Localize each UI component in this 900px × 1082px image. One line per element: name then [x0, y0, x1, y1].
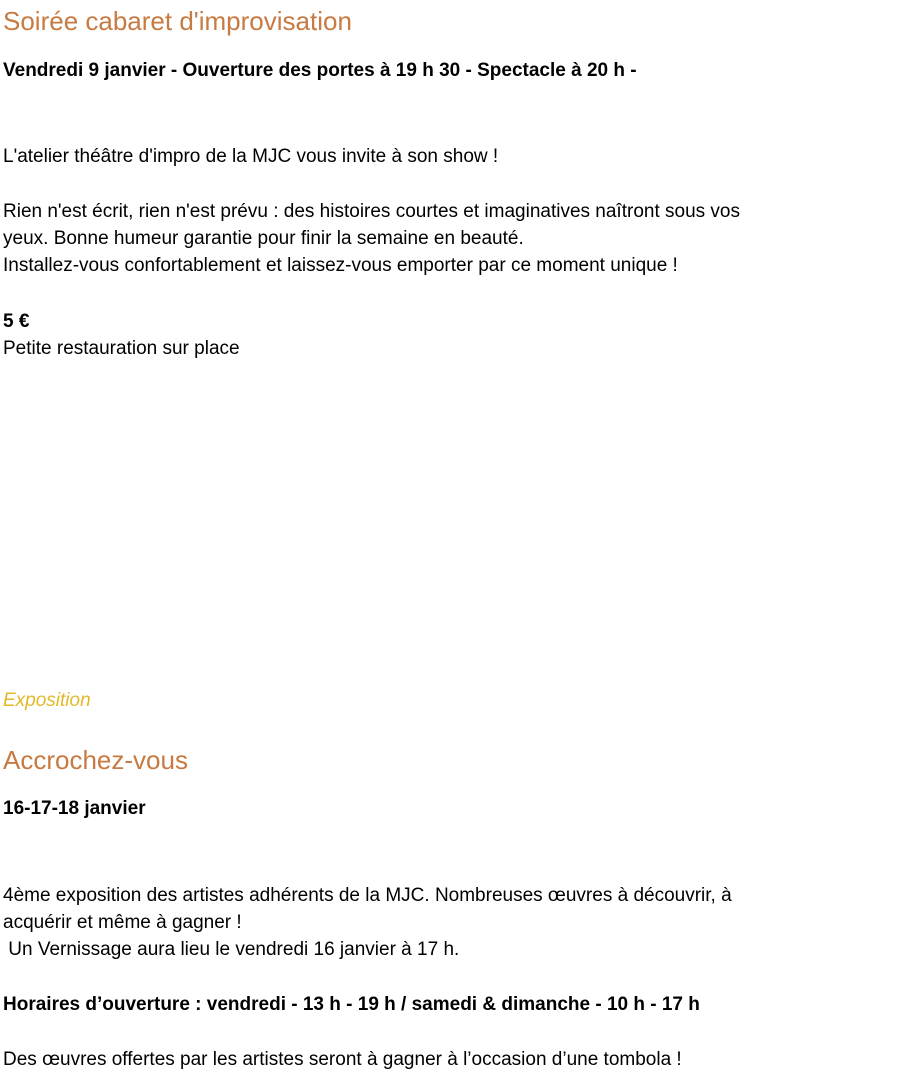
- event-food-note: Petite restauration sur place: [3, 338, 240, 359]
- event-description-line: Installez-vous confortablement et laissez-vous emporter par ce moment unique !: [3, 255, 678, 276]
- event-description-line: Rien n'est écrit, rien n'est prévu : des histoires courtes et imaginatives naîtront sous vos: [3, 201, 740, 222]
- event-vernissage-note: Un Vernissage aura lieu le vendredi 16 janvier à 17 h.: [3, 939, 460, 960]
- event-intro-cabaret: L'atelier théâtre d'impro de la MJC vous invite à son show !: [3, 146, 499, 167]
- event-title-cabaret: Soirée cabaret d'improvisation: [3, 6, 352, 36]
- event-category: Exposition: [3, 690, 91, 711]
- event-date-cabaret: Vendredi 9 janvier - Ouverture des portes à 19 h 30 - Spectacle à 20 h -: [3, 60, 637, 81]
- event-price: 5 €: [3, 311, 30, 332]
- event-description-line: yeux. Bonne humeur garantie pour finir la semaine en beauté.: [3, 228, 524, 249]
- event-tombola-note: Des œuvres offertes par les artistes seront à gagner à l’occasion d’une tombola !: [3, 1049, 682, 1070]
- event-description-line: acquérir et même à gagner !: [3, 912, 242, 933]
- event-opening-hours: Horaires d’ouverture : vendredi - 13 h - 19 h / samedi & dimanche - 10 h - 17 h: [3, 994, 700, 1015]
- event-title-exposition: Accrochez-vous: [3, 745, 188, 775]
- event-description-line: 4ème exposition des artistes adhérents de la MJC. Nombreuses œuvres à découvrir, à: [3, 885, 732, 906]
- event-date-exposition: 16-17-18 janvier: [3, 798, 146, 819]
